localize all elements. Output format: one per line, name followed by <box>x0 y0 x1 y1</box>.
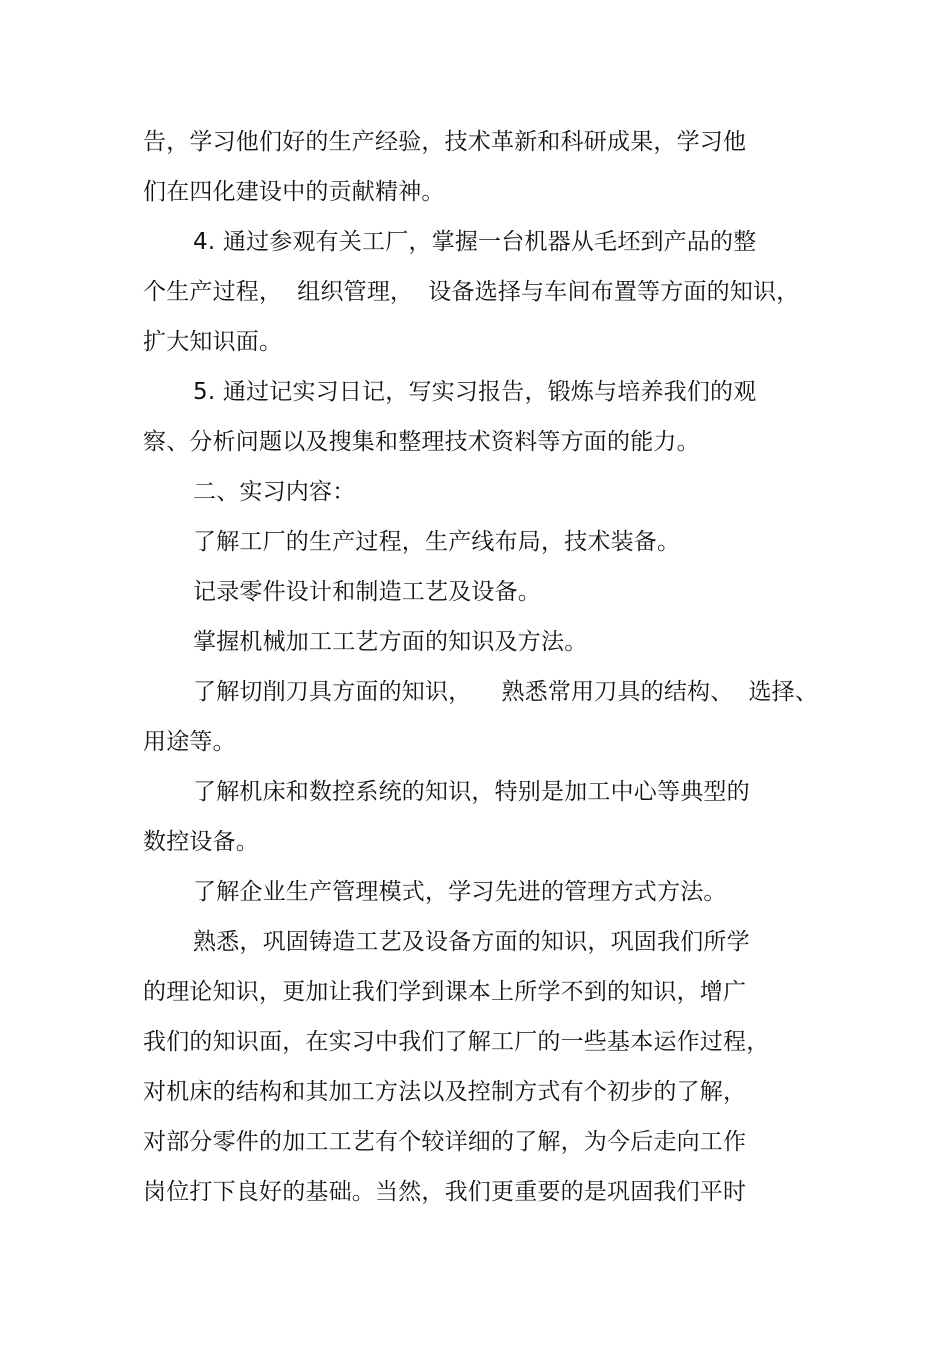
text-line: 4. 通过参观有关工厂，掌握一台机器从毛坯到产品的整 <box>193 229 757 255</box>
text-line: 了解机床和数控系统的知识，特别是加工中心等典型的 <box>193 779 750 805</box>
text-line: 熟悉，巩固铸造工艺及设备方面的知识，巩固我们所学 <box>193 929 750 955</box>
text-line: 岗位打下良好的基础。当然，我们更重要的是巩固我们平时 <box>143 1179 747 1205</box>
text-line: 我们的知识面，在实习中我们了解工厂的一些基本运作过程， <box>143 1029 770 1055</box>
text-line: 数控设备。 <box>143 829 259 855</box>
text-line: 用途等。 <box>143 729 236 755</box>
text-line: 对部分零件的加工工艺有个较详细的了解，为今后走向工作 <box>143 1129 747 1155</box>
text-line: 对机床的结构和其加工方法以及控制方式有个初步的了解， <box>143 1079 747 1105</box>
section-heading: 二、实习内容： <box>193 479 356 505</box>
text-line: 记录零件设计和制造工艺及设备。 <box>193 579 541 605</box>
text-line: 了解切削刀具方面的知识， 熟悉常用刀具的结构、 选择、 <box>193 679 819 705</box>
text-line: 察、分析问题以及搜集和整理技术资料等方面的能力。 <box>143 429 700 455</box>
text-line: 5. 通过记实习日记，写实习报告，锻炼与培养我们的观 <box>193 379 757 405</box>
text-line: 们在四化建设中的贡献精神。 <box>143 179 445 205</box>
text-line: 了解企业生产管理模式，学习先进的管理方式方法。 <box>193 879 727 905</box>
text-line: 的理论知识，更加让我们学到课本上所学不到的知识，增广 <box>143 979 747 1005</box>
text-line: 告，学习他们好的生产经验，技术革新和科研成果，学习他 <box>143 129 747 155</box>
text-line: 扩大知识面。 <box>143 329 283 355</box>
text-line: 掌握机械加工工艺方面的知识及方法。 <box>193 629 588 655</box>
text-line: 了解工厂的生产过程，生产线布局，技术装备。 <box>193 529 681 555</box>
text-line: 个生产过程， 组织管理， 设备选择与车间布置等方面的知识， <box>143 279 800 305</box>
